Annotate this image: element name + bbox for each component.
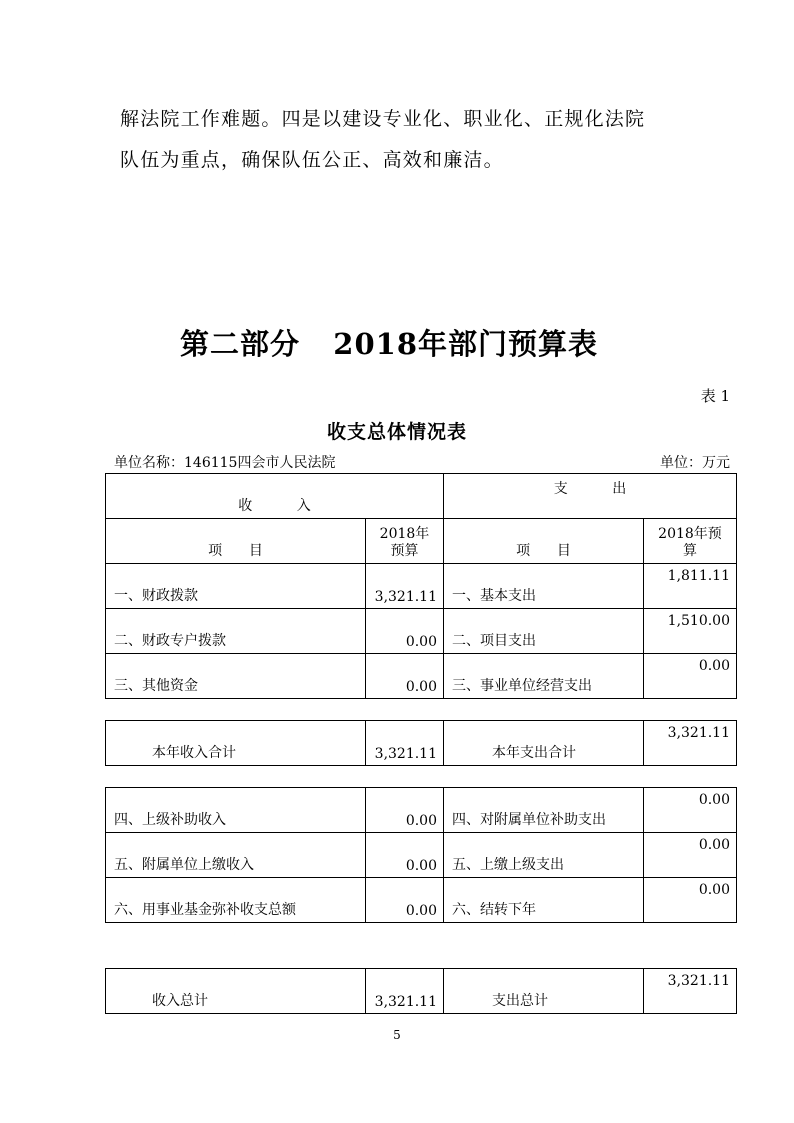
expense-value: 0.00 — [698, 882, 730, 898]
income-value: 0.00 — [405, 813, 437, 829]
income-total-label: 收入总计 — [152, 993, 208, 1009]
expense-item: 六、结转下年 — [452, 902, 536, 918]
expense-value: 0.00 — [698, 837, 730, 853]
income-budget-header-cell — [366, 519, 444, 564]
income-subtotal-value: 3,321.11 — [374, 746, 437, 762]
body-paragraph-line: 队伍为重点，确保队伍公正、高效和廉洁。 — [120, 149, 504, 171]
section-title: 第二部分 2018年部门预算表 — [180, 327, 599, 361]
income-value: 0.00 — [405, 858, 437, 874]
income-item: 四、上级补助收入 — [114, 812, 226, 828]
income-budget-header-line1: 2018年 — [379, 526, 430, 542]
table-title: 收支总体情况表 — [326, 421, 467, 443]
expense-item-header: 项 目 — [516, 543, 571, 559]
expense-item: 三、事业单位经营支出 — [452, 678, 592, 694]
expense-total-label: 支出总计 — [492, 993, 548, 1009]
body-paragraph-line: 解法院工作难题。四是以建设专业化、职业化、正规化法院 — [120, 108, 646, 130]
expense-budget-header-cell — [644, 519, 737, 564]
subtotal-row — [106, 721, 737, 766]
income-header: 收 入 — [238, 498, 311, 514]
expense-value: 0.00 — [698, 658, 730, 674]
expense-value: 1,510.00 — [667, 613, 730, 629]
table-row — [106, 788, 737, 833]
budget-table-subtotal — [105, 720, 737, 766]
income-value: 3,321.11 — [374, 589, 437, 605]
unit-name: 单位名称：146115四会市人民法院 — [114, 455, 336, 471]
table-header-row — [106, 474, 737, 519]
income-total-value: 3,321.11 — [374, 994, 437, 1010]
income-value: 0.00 — [405, 634, 437, 650]
total-row — [106, 969, 737, 1014]
budget-table-total — [105, 968, 737, 1014]
income-subtotal-label: 本年收入合计 — [152, 745, 236, 761]
expense-item: 四、对附属单位补助支出 — [452, 812, 606, 828]
table-row — [106, 564, 737, 609]
expense-item: 五、上缴上级支出 — [452, 857, 564, 873]
table-row — [106, 609, 737, 654]
expense-header: 支 出 — [553, 481, 627, 497]
income-value: 0.00 — [405, 679, 437, 695]
expense-header-cell — [444, 474, 737, 519]
expense-subtotal-value: 3,321.11 — [667, 725, 730, 741]
income-budget-header-line2: 预算 — [390, 543, 419, 559]
income-item: 一、财政拨款 — [114, 588, 198, 604]
expense-subtotal-label: 本年支出合计 — [492, 745, 576, 761]
page-number: 5 — [393, 1028, 401, 1042]
budget-table-main — [105, 473, 737, 699]
income-item: 五、附属单位上缴收入 — [114, 857, 254, 873]
income-item: 三、其他资金 — [114, 678, 198, 694]
expense-value: 1,811.11 — [667, 568, 730, 584]
expense-value: 0.00 — [698, 792, 730, 808]
table-row — [106, 833, 737, 878]
unit-label: 单位：万元 — [660, 455, 730, 471]
expense-item-header-cell — [444, 519, 644, 564]
income-item: 六、用事业基金弥补收支总额 — [114, 902, 296, 918]
income-header-cell — [106, 474, 444, 519]
income-item-header: 项 目 — [208, 543, 263, 559]
table-number: 表 1 — [700, 387, 730, 405]
table-row — [106, 654, 737, 699]
expense-budget-header-line1: 2018年预 — [658, 526, 722, 542]
income-item: 二、财政专户拨款 — [114, 633, 226, 649]
expense-item: 一、基本支出 — [452, 588, 536, 604]
expense-budget-header-line2: 算 — [683, 543, 697, 559]
table-subheader-row — [106, 519, 737, 564]
income-item-header-cell — [106, 519, 366, 564]
budget-table-other — [105, 787, 737, 923]
income-value: 0.00 — [405, 903, 437, 919]
expense-item: 二、项目支出 — [452, 633, 536, 649]
expense-total-value: 3,321.11 — [667, 973, 730, 989]
table-row — [106, 878, 737, 923]
